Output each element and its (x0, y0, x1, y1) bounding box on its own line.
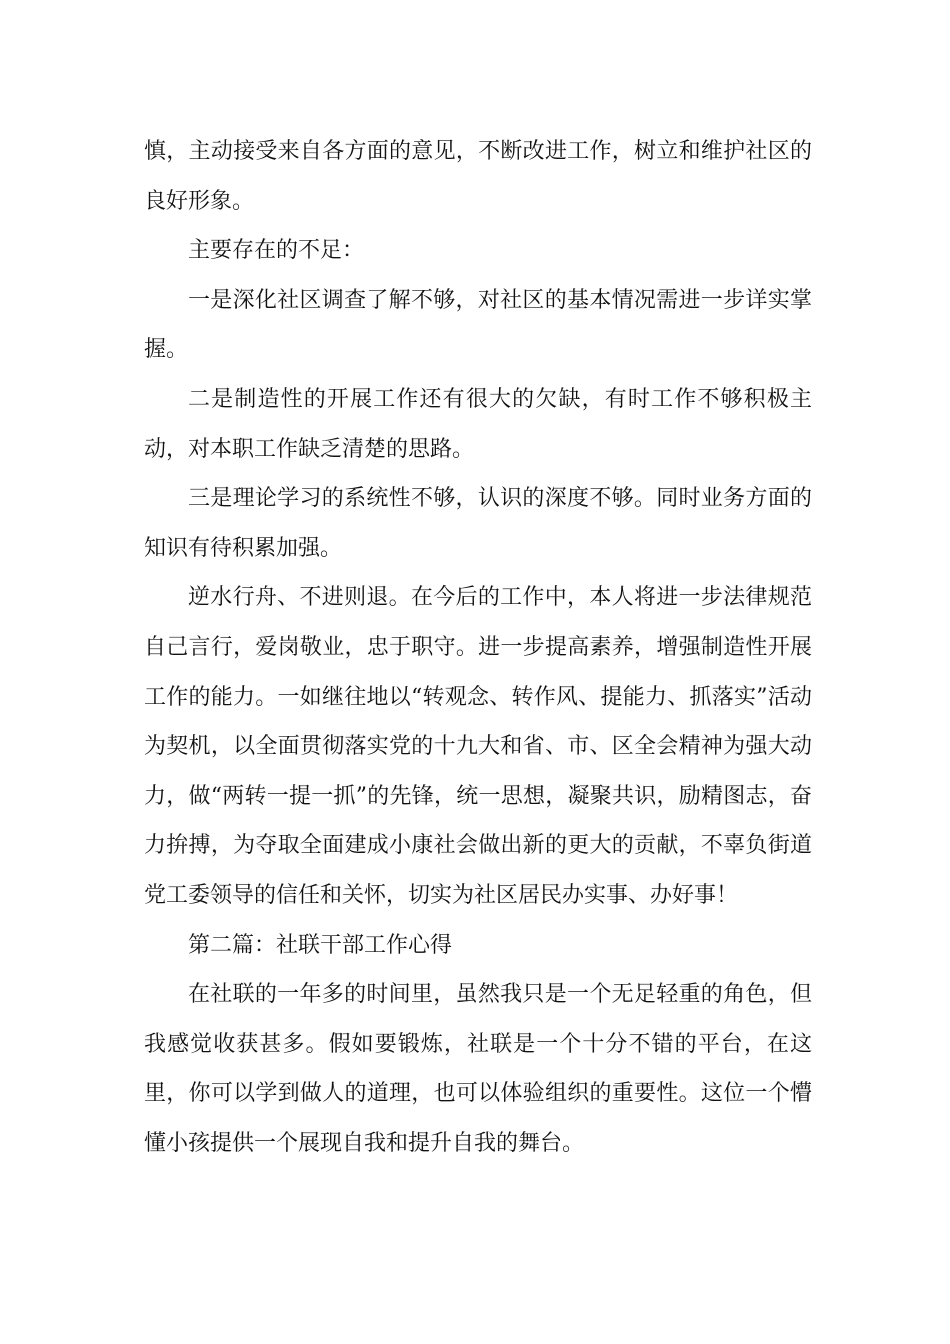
section-title: 第二篇：社联干部工作心得 (188, 932, 453, 958)
paragraph-continuation: 慎，主动接受来自各方面的意见，不断改进工作，树立和维护社区的良好形象。 (144, 139, 812, 214)
paragraph-future-plan: 逆水行舟、不进则退。在今后的工作中，本人将进一步法律规范自己言行，爱岗敬业，忠于职守。进一步提高素养，增强制造性开展工作的能力。一如继往地以“转观念、转作风、提能力、抓落实”活动为契机，以全面贯彻落实党的十九大和省、市、区全会精神为强大动力，做“两转一提一抓”的先锋，统一思想，凝聚共识，励精图志，奋力拚搏，为夺取全面建成小康社会做出新的更大的贡献，不辜负街道党工委领导的信任和关怀，切实为社区居民办实事、办好事！ (144, 585, 812, 908)
paragraph-shortcomings-heading: 主要存在的不足： (188, 238, 365, 264)
paragraph-section-two: 在社联的一年多的时间里，虽然我只是一个无足轻重的角色，但我感觉收获甚多。假如要锻炼，社联是一个十分不错的平台，在这里，你可以学到做人的道理，也可以体验组织的重要性。这位一个懵懂小孩提供一个展现自我和提升自我的舞台。 (144, 982, 812, 1156)
paragraph-shortcoming-2: 二是制造性的开展工作还有很大的欠缺，有时工作不够积极主动，对本职工作缺乏清楚的思路。 (144, 386, 812, 462)
paragraph-shortcoming-3: 三是理论学习的系统性不够，认识的深度不够。同时业务方面的知识有待积累加强。 (144, 486, 812, 561)
body-text (144, 127, 812, 1168)
paragraph-shortcoming-1: 一是深化社区调查了解不够，对社区的基本情况需进一步详实掌握。 (144, 287, 812, 363)
